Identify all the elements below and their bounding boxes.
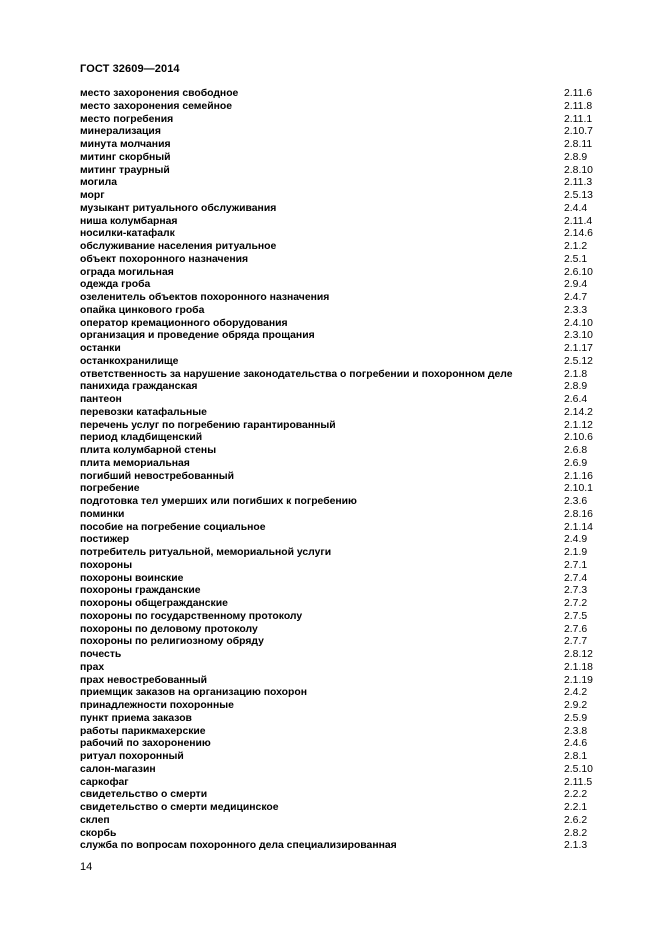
index-reference-number: 2.11.1	[564, 113, 593, 125]
index-term: оператор кремационного оборудования	[80, 317, 288, 329]
index-reference-number: 2.8.12	[564, 649, 593, 660]
index-entry	[80, 662, 600, 675]
index-entry	[80, 88, 600, 101]
index-reference-number: 2.14.6	[564, 228, 593, 240]
index-term: салон-магазин	[80, 763, 156, 775]
index-reference-number: 2.4.6	[564, 738, 588, 750]
index-reference-number: 2.1.2	[564, 241, 588, 252]
index-entry	[80, 713, 600, 726]
index-term: объект похоронного назначения	[80, 253, 249, 265]
index-reference-number: 2.1.18	[564, 661, 593, 673]
index-reference-number: 2.4.10	[564, 317, 593, 329]
index-entry	[80, 738, 600, 751]
index-entry	[80, 611, 600, 624]
index-reference-number: 2.5.12	[564, 355, 593, 367]
index-term: период кладбищенский	[80, 432, 203, 444]
index-entry	[80, 126, 600, 139]
index-term: похороны	[80, 559, 133, 571]
index-term: озеленитель объектов похоронного назначения	[80, 292, 330, 303]
index-entry	[80, 649, 600, 662]
index-entry	[80, 318, 600, 331]
index-entry	[80, 636, 600, 649]
index-reference-number: 2.11.6	[564, 88, 593, 99]
index-term: принадлежности похоронные	[80, 700, 234, 711]
index-reference-number: 2.7.3	[564, 585, 588, 597]
index-entry	[80, 114, 600, 127]
index-entry	[80, 777, 600, 790]
term-index-list	[80, 88, 600, 853]
index-entry	[80, 241, 600, 254]
index-entry	[80, 152, 600, 165]
index-entry	[80, 445, 600, 458]
index-entry	[80, 675, 600, 688]
index-entry	[80, 547, 600, 560]
index-reference-number: 2.3.6	[564, 496, 588, 507]
index-entry	[80, 267, 600, 280]
index-entry	[80, 407, 600, 420]
index-entry	[80, 726, 600, 739]
index-entry	[80, 343, 600, 356]
index-entry	[80, 190, 600, 203]
index-reference-number: 2.1.17	[564, 343, 593, 354]
index-entry	[80, 471, 600, 484]
index-entry	[80, 458, 600, 471]
index-term: ограда могильная	[80, 266, 174, 278]
index-term: ответственность за нарушение законодательства о погребении и похоронном деле	[80, 368, 513, 380]
index-term: почесть	[80, 649, 122, 660]
index-term: похороны по деловому протоколу	[80, 623, 258, 635]
index-reference-number: 2.8.9	[564, 151, 588, 163]
index-reference-number: 2.5.13	[564, 190, 593, 201]
index-term: одежда гроба	[80, 279, 151, 291]
index-term: место захоронения семейное	[80, 100, 233, 112]
index-term: скорбь	[80, 827, 117, 839]
index-reference-number: 2.2.2	[564, 789, 588, 801]
index-reference-number: 2.11.4	[564, 215, 593, 227]
index-reference-number: 2.1.12	[564, 419, 593, 431]
index-reference-number: 2.9.4	[564, 279, 588, 291]
index-term: свидетельство о смерти	[80, 789, 208, 801]
index-term: постижер	[80, 534, 130, 546]
index-term: подготовка тел умерших или погибших к погребению	[80, 496, 357, 507]
index-reference-number: 2.7.6	[564, 623, 588, 635]
index-term: похороны гражданские	[80, 585, 201, 597]
index-term: морг	[80, 190, 105, 201]
index-reference-number: 2.1.16	[564, 470, 593, 482]
index-reference-number: 2.4.7	[564, 292, 588, 303]
index-term: место погребения	[80, 113, 174, 125]
index-reference-number: 2.3.3	[564, 304, 588, 316]
index-reference-number: 2.10.7	[564, 126, 593, 138]
index-reference-number: 2.4.2	[564, 687, 588, 699]
index-reference-number: 2.1.14	[564, 521, 593, 533]
index-reference-number: 2.1.3	[564, 840, 588, 852]
index-reference-number: 2.1.8	[564, 368, 588, 380]
index-reference-number: 2.8.9	[564, 381, 588, 393]
index-term: пантеон	[80, 394, 122, 405]
index-term: погибший невостребованный	[80, 470, 235, 482]
index-entry	[80, 789, 600, 802]
index-term: похороны общегражданские	[80, 598, 228, 609]
index-entry	[80, 483, 600, 496]
index-reference-number: 2.7.4	[564, 572, 588, 584]
index-reference-number: 2.8.16	[564, 508, 593, 520]
document-code-header: ГОСТ 32609—2014	[80, 63, 180, 75]
index-entry	[80, 840, 600, 853]
index-reference-number: 2.8.10	[564, 164, 593, 176]
index-entry	[80, 292, 600, 305]
index-entry	[80, 330, 600, 343]
index-entry	[80, 369, 600, 382]
index-entry	[80, 534, 600, 547]
index-reference-number: 2.4.9	[564, 534, 588, 546]
index-term: служба по вопросам похоронного дела специализированная	[80, 840, 397, 852]
index-reference-number: 2.6.2	[564, 814, 588, 826]
index-entry	[80, 228, 600, 241]
index-term: поминки	[80, 508, 125, 520]
index-term: похороны по религиозному обряду	[80, 636, 264, 648]
index-term: перевозки катафальные	[80, 406, 207, 418]
index-entry	[80, 585, 600, 598]
index-term: погребение	[80, 483, 140, 495]
index-term: останки	[80, 343, 121, 354]
index-reference-number: 2.2.1	[564, 802, 588, 813]
index-reference-number: 2.11.5	[564, 776, 593, 788]
index-term: приемщик заказов на организацию похорон	[80, 687, 307, 699]
index-term: минута молчания	[80, 139, 171, 150]
index-reference-number: 2.9.2	[564, 700, 588, 711]
index-entry	[80, 356, 600, 369]
page-number: 14	[80, 861, 93, 873]
index-reference-number: 2.8.2	[564, 827, 588, 839]
index-entry	[80, 381, 600, 394]
index-reference-number: 2.7.5	[564, 610, 588, 622]
index-entry	[80, 764, 600, 777]
index-reference-number: 2.6.8	[564, 445, 588, 456]
index-term: плита мемориальная	[80, 457, 190, 469]
index-term: останкохранилище	[80, 355, 179, 367]
index-reference-number: 2.10.1	[564, 483, 593, 495]
index-term: минерализация	[80, 126, 161, 138]
index-entry	[80, 254, 600, 267]
index-entry	[80, 165, 600, 178]
index-term: перечень услуг по погребению гарантированный	[80, 419, 336, 431]
index-entry	[80, 560, 600, 573]
index-term: работы парикмахерские	[80, 725, 206, 737]
index-reference-number: 2.11.3	[564, 177, 593, 189]
index-term: похороны воинские	[80, 572, 184, 584]
index-entry	[80, 624, 600, 637]
index-term: прах невостребованный	[80, 674, 208, 686]
index-reference-number: 2.6.9	[564, 457, 588, 469]
index-term: митинг траурный	[80, 164, 170, 176]
index-reference-number: 2.14.2	[564, 406, 593, 418]
index-term: панихида гражданская	[80, 381, 198, 393]
index-term: ниша колумбарная	[80, 215, 178, 227]
index-entry	[80, 101, 600, 114]
index-reference-number: 2.3.10	[564, 330, 593, 342]
index-entry	[80, 509, 600, 522]
index-reference-number: 2.7.7	[564, 636, 588, 648]
index-term: плита колумбарной стены	[80, 445, 217, 456]
index-term: свидетельство о смерти медицинское	[80, 802, 279, 813]
index-reference-number: 2.4.4	[564, 202, 588, 214]
index-reference-number: 2.7.1	[564, 559, 588, 571]
index-term: организация и проведение обряда прощания	[80, 330, 315, 342]
index-reference-number: 2.6.4	[564, 394, 588, 405]
index-entry	[80, 177, 600, 190]
index-entry	[80, 573, 600, 586]
index-term: пособие на погребение социальное	[80, 521, 266, 533]
index-term: прах	[80, 661, 105, 673]
index-entry	[80, 420, 600, 433]
index-term: похороны по государственному протоколу	[80, 610, 303, 622]
index-reference-number: 2.7.2	[564, 598, 588, 609]
index-reference-number: 2.3.8	[564, 725, 588, 737]
index-term: обслуживание населения ритуальное	[80, 241, 277, 252]
index-term: потребитель ритуальной, мемориальной услуги	[80, 547, 332, 558]
index-term: саркофаг	[80, 776, 129, 788]
index-reference-number: 2.8.1	[564, 751, 588, 762]
index-reference-number: 2.1.9	[564, 547, 588, 558]
index-reference-number: 2.6.10	[564, 266, 593, 278]
index-reference-number: 2.5.9	[564, 712, 588, 724]
index-term: склеп	[80, 814, 110, 826]
index-reference-number: 2.5.1	[564, 253, 588, 265]
index-term: место захоронения свободное	[80, 88, 239, 99]
index-reference-number: 2.5.10	[564, 763, 593, 775]
index-entry	[80, 828, 600, 841]
index-term: рабочий по захоронению	[80, 738, 211, 750]
index-entry	[80, 279, 600, 292]
index-reference-number: 2.1.19	[564, 674, 593, 686]
index-term: музыкант ритуального обслуживания	[80, 202, 277, 214]
index-term: опайка цинкового гроба	[80, 304, 205, 316]
index-entry	[80, 216, 600, 229]
index-entry	[80, 139, 600, 152]
index-term: ритуал похоронный	[80, 751, 184, 762]
index-entry	[80, 496, 600, 509]
index-reference-number: 2.8.11	[564, 139, 593, 150]
index-term: пункт приема заказов	[80, 712, 192, 724]
index-entry	[80, 305, 600, 318]
index-entry	[80, 815, 600, 828]
index-entry	[80, 522, 600, 535]
index-term: митинг скорбный	[80, 151, 171, 163]
index-reference-number: 2.10.6	[564, 432, 593, 444]
index-term: носилки-катафалк	[80, 228, 175, 240]
index-entry	[80, 687, 600, 700]
index-entry	[80, 751, 600, 764]
index-entry	[80, 700, 600, 713]
index-term: могила	[80, 177, 117, 189]
index-entry	[80, 432, 600, 445]
index-entry	[80, 203, 600, 216]
index-reference-number: 2.11.8	[564, 100, 593, 112]
index-entry	[80, 394, 600, 407]
index-entry	[80, 598, 600, 611]
index-entry	[80, 802, 600, 815]
